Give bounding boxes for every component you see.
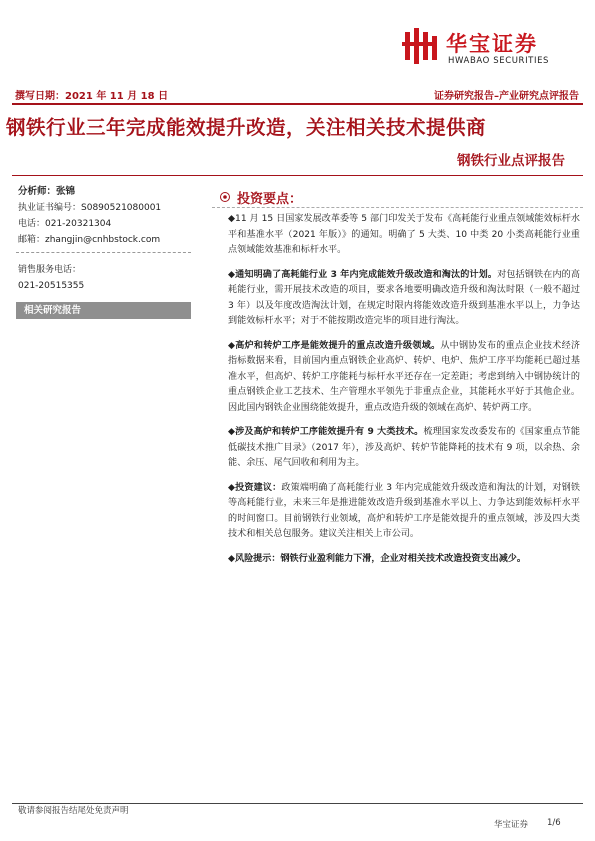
highlight-lead: ◆涉及高炉和转炉工序能效提升有 9 大类技术。 xyxy=(228,427,424,437)
highlight-lead: ◆投资建议： xyxy=(228,482,282,493)
meta-bar xyxy=(12,86,583,102)
highlight-paragraph xyxy=(228,268,580,330)
report-subtitle: 钢铁行业点评报告 xyxy=(457,153,565,169)
related-reports-header: 相关研究报告 xyxy=(16,302,191,319)
highlight-paragraph xyxy=(228,552,580,568)
highlight-text: 政策端明确了高耗能行业 3 年内完成能效升级改造和淘汰的计划，对钢铁等高耗能行业，未来三年是推进能效改造升级到基准水平以上、力争达到能效标杆水平的时间窗口。目前钢铁行业领域，高炉和转炉工序是能效提升的重点领域，涉及四大类技术和相关总包服务。建议关注相关上市公司。 xyxy=(228,482,580,539)
invest-highlights-title: 投资要点： xyxy=(237,192,303,207)
hwabao-logo-icon xyxy=(402,26,442,66)
report-category: 证券研究报告–产业研究点评报告 xyxy=(434,91,579,102)
analyst-license: 执业证书编号：S0890521080001 xyxy=(18,203,162,213)
highlight-text: 从中钢协发布的重点企业技术经济指标数据来看，目前国内重点钢铁企业高炉、转炉、电炉、焦炉工序平均能耗已超过基准水平，但高炉、转炉工序能耗与标杆水平还存在一定差距；考虑到纳入中钢协统计的重点钢铁企业工艺技术、生产管理水平领先于非重点企业，其能耗水平好于其他企业。因此国内钢铁企业围绕能效提升，重点改造升级的领域在高炉、转炉两工序。 xyxy=(228,340,580,413)
highlight-paragraph xyxy=(228,481,580,543)
analyst-name: 分析师：张锦 xyxy=(18,186,76,197)
sales-info xyxy=(18,262,193,294)
highlight-text: ◆11 月 15 日国家发展改革委等 5 部门印发关于发布《高耗能行业重点领域能效标杆水平和基准水平（2021 年版）》的通知。明确了 5 大类、10 中类 20 小类高耗能行业重点领域能效基准和标杆水平。 xyxy=(228,214,580,255)
footer-brand: 华宝证券 xyxy=(494,820,529,830)
target-icon xyxy=(219,191,231,203)
highlight-paragraph xyxy=(228,425,580,472)
analyst-phone: 电话：021-20321304 xyxy=(18,219,112,229)
highlight-paragraph xyxy=(228,339,580,417)
highlight-text: 对包括钢铁在内的高耗能行业，需开展技术改造的项目，要求各地要明确改造升级和淘汰时限（一般不超过 3 年）以及年度改造淘汰计划，在规定时限内将能效改造升级到基准水平以上，力争达到能效标杆水平；对于不能按期改造完毕的项目进行淘汰。 xyxy=(228,269,580,326)
sales-phone: 021-20515355 xyxy=(18,281,85,291)
report-date: 撰写日期：2021 年 11 月 18 日 xyxy=(15,91,169,102)
highlight-lead: ◆通知明确了高耗能行业 3 年内完成能效升级改造和淘汰的计划。 xyxy=(228,269,498,280)
analyst-info xyxy=(18,184,193,248)
page-number: 1/6 xyxy=(547,818,561,828)
report-title: 钢铁行业三年完成能效提升改造，关注相关技术提供商 xyxy=(6,116,487,139)
logo-name-cn: 华宝证券 xyxy=(446,32,538,56)
logo-name-en: HWABAO SECURITIES xyxy=(448,56,550,66)
company-logo xyxy=(402,20,572,72)
sales-label: 销售服务电话： xyxy=(18,265,82,275)
highlight-text: 梳理国家发改委发布的《国家重点节能低碳技术推广目录》（2017 年），涉及高炉、转炉节能降耗的技术有 9 项，以余热、余能、余压、尾气回收和利用为主。 xyxy=(228,427,580,468)
analyst-email[interactable]: 邮箱：zhangjin@cnhbstock.com xyxy=(18,235,161,245)
sidebar-divider xyxy=(16,252,191,253)
highlight-lead: ◆高炉和转炉工序是能效提升的重点改造升级领域。 xyxy=(228,340,441,351)
highlight-paragraph xyxy=(228,212,580,259)
title-divider xyxy=(12,175,583,176)
highlight-lead: ◆风险提示：钢铁行业盈利能力下滑，企业对相关技术改造投资支出减少。 xyxy=(228,553,526,564)
footer-disclaimer: 敬请参阅报告结尾处免责声明 xyxy=(18,806,129,816)
highlights-body xyxy=(228,212,580,576)
top-divider xyxy=(12,103,583,105)
highlights-divider xyxy=(212,207,583,208)
